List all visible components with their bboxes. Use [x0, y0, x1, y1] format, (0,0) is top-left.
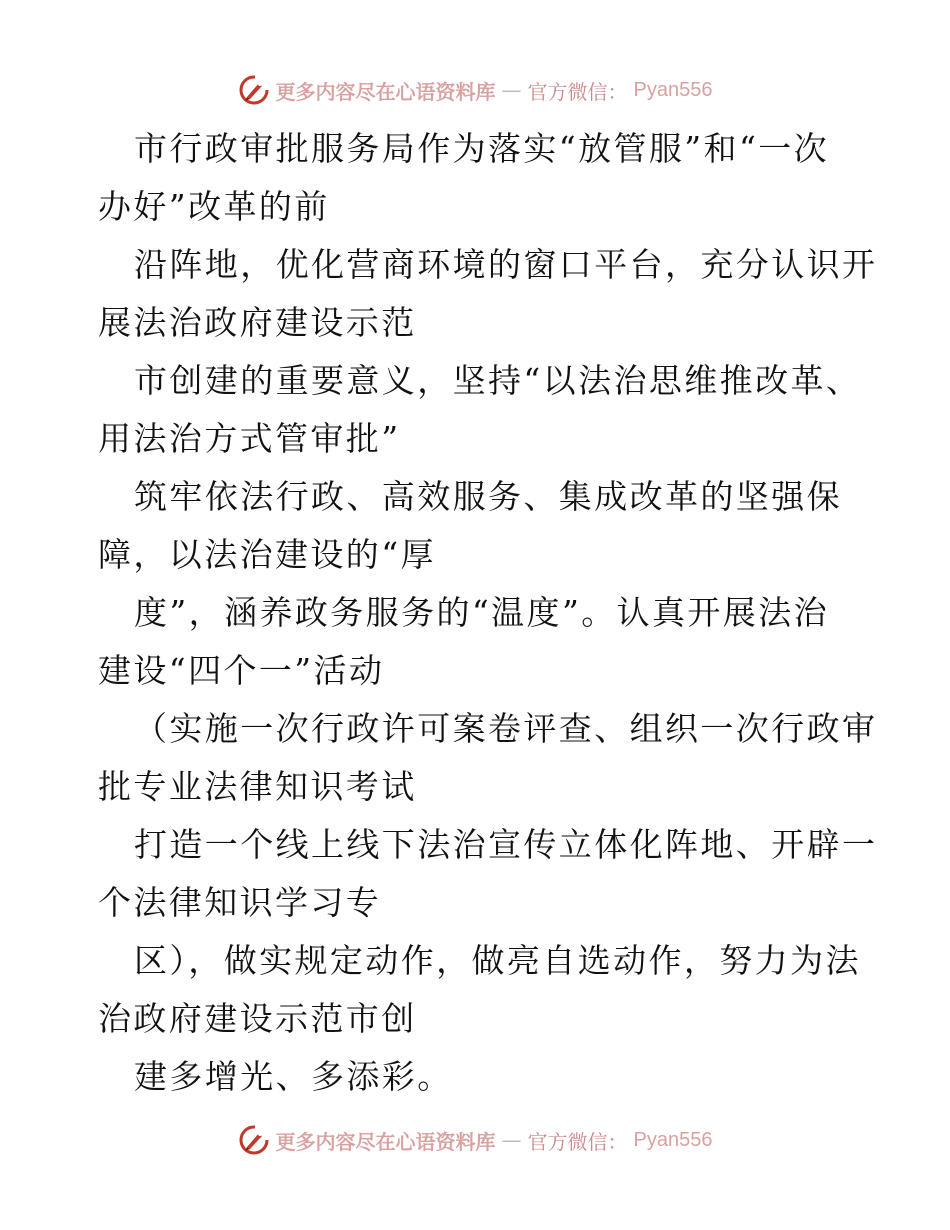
- text-line: 批专业法律知识考试: [98, 767, 417, 806]
- text-line: 沿阵地，优化营商环境的窗口平台，充分认识开: [134, 245, 878, 284]
- watermark-main-text: 更多内容尽在心语资料库: [275, 1129, 496, 1154]
- watermark-group: [238, 1124, 713, 1156]
- watermark-dash: —: [501, 78, 522, 102]
- text-line: 个法律知识学习专: [98, 883, 382, 922]
- text-line: 展法治政府建设示范: [98, 303, 417, 342]
- text-line: 度”，涵养政务服务的“温度”。认真开展法治: [134, 593, 830, 632]
- watermark-wechat-id: Pyan556: [633, 78, 713, 101]
- text-line: 筑牢依法行政、高效服务、集成改革的坚强保: [134, 477, 842, 516]
- watermark-wechat-id: Pyan556: [633, 1128, 713, 1151]
- watermark-official-label: 官方微信：: [527, 79, 628, 104]
- text-line: 建设“四个一”活动: [98, 651, 385, 690]
- header-watermark: [0, 70, 950, 110]
- pen-circle-logo-icon: [238, 74, 270, 106]
- text-line: 市创建的重要意义，坚持“以法治思维推改革、: [134, 361, 862, 400]
- text-line: （实施一次行政许可案卷评查、组织一次行政审: [134, 709, 878, 748]
- text-line: 办好”改革的前: [98, 187, 330, 226]
- watermark-group: [238, 74, 713, 106]
- watermark-main-text: 更多内容尽在心语资料库: [275, 79, 496, 104]
- text-line: 用法治方式管审批”: [98, 419, 401, 458]
- footer-watermark: [0, 1120, 950, 1160]
- text-line: 建多增光、多添彩。: [134, 1057, 453, 1096]
- text-line: 治政府建设示范市创: [98, 999, 417, 1038]
- watermark-dash: —: [501, 1128, 522, 1152]
- text-line: 打造一个线上线下法治宣传立体化阵地、开辟一: [134, 825, 878, 864]
- pen-circle-logo-icon: [238, 1124, 270, 1156]
- text-line: 障，以法治建设的“厚: [98, 535, 436, 574]
- text-line: 区），做实规定动作，做亮自选动作，努力为法: [134, 941, 861, 980]
- text-line: 市行政审批服务局作为落实“放管服”和“一次: [134, 129, 830, 168]
- watermark-official-label: 官方微信：: [527, 1129, 628, 1154]
- body-paragraph: [98, 120, 878, 1106]
